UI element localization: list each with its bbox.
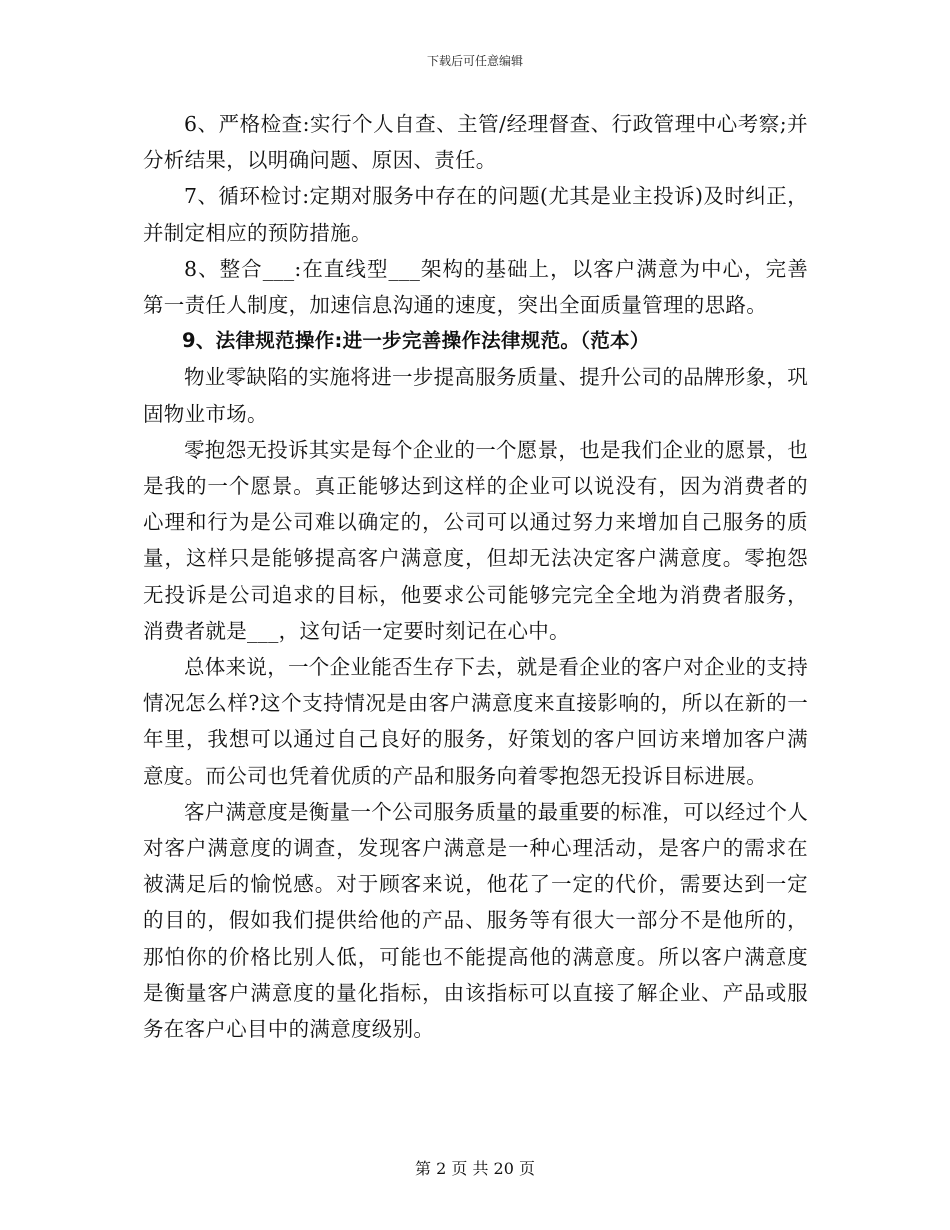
document-body — [143, 106, 808, 1047]
paragraph-overall: 总体来说，一个企业能否生存下去，就是看企业的客户对企业的支持情况怎么样?这个支持情况是由客户满意度来直接影响的，所以在新的一年里，我想可以通过自己良好的服务，好策划的客户回访来增加客户满意度。而公司也凭着优质的产品和服务向着零抱怨无投诉目标进展。 — [143, 655, 808, 788]
paragraph-customer-satisfaction: 客户满意度是衡量一个公司服务质量的最重要的标准，可以经过个人对客户满意度的调查，发现客户满意是一种心理活动，是客户的需求在被满足后的愉悦感。对于顾客来说，他花了一定的代价，需要达到一定的目的，假如我们提供给他的产品、服务等有很大一部分不是他所的，那怕你的价格比别人低，可能也不能提高他的满意度。所以客户满意度是衡量客户满意度的量化指标，由该指标可以直接了解企业、产品或服务在客户心目中的满意度级别。 — [143, 799, 808, 1042]
paragraph-strict-inspection: 6、严格检查:实行个人自查、主管/经理督查、行政管理中心考察;并分析结果，以明确问题、原因、责任。 — [143, 112, 808, 173]
paragraph-cyclic-review: 7、循环检讨:定期对服务中存在的问题(尤其是业主投诉)及时纠正，并制定相应的预防措施。 — [143, 184, 808, 245]
section-heading-legal-operation: 9、法律规范操作:进一步完善操作法律规范。（范本） — [182, 329, 650, 353]
paragraph-zero-defect: 物业零缺陷的实施将进一步提高服务质量、提升公司的品牌形象，巩固物业市场。 — [143, 365, 808, 426]
page-header: 下载后可任意编辑 — [426, 54, 523, 68]
paragraph-zero-complaint: 零抱怨无投诉其实是每个企业的一个愿景，也是我们企业的愿景，也是我的一个愿景。真正能够达到这样的企业可以说没有，因为消费者的心理和行为是公司难以确定的，公司可以通过努力来增加自己服务的质量，这样只是能够提高客户满意度，但却无法决定客户满意度。零抱怨无投诉是公司追求的目标，他要求公司能够完完全全地为消费者服务，消费者就是___，这句话一定要时刻记在心中。 — [143, 437, 808, 643]
page-number: 第 2 页 共 20 页 — [415, 1159, 535, 1178]
paragraph-integration: 8、整合___:在直线型___架构的基础上，以客户满意为中心，完善第一责任人制度，加速信息沟通的速度，突出全面质量管理的思路。 — [143, 256, 808, 318]
